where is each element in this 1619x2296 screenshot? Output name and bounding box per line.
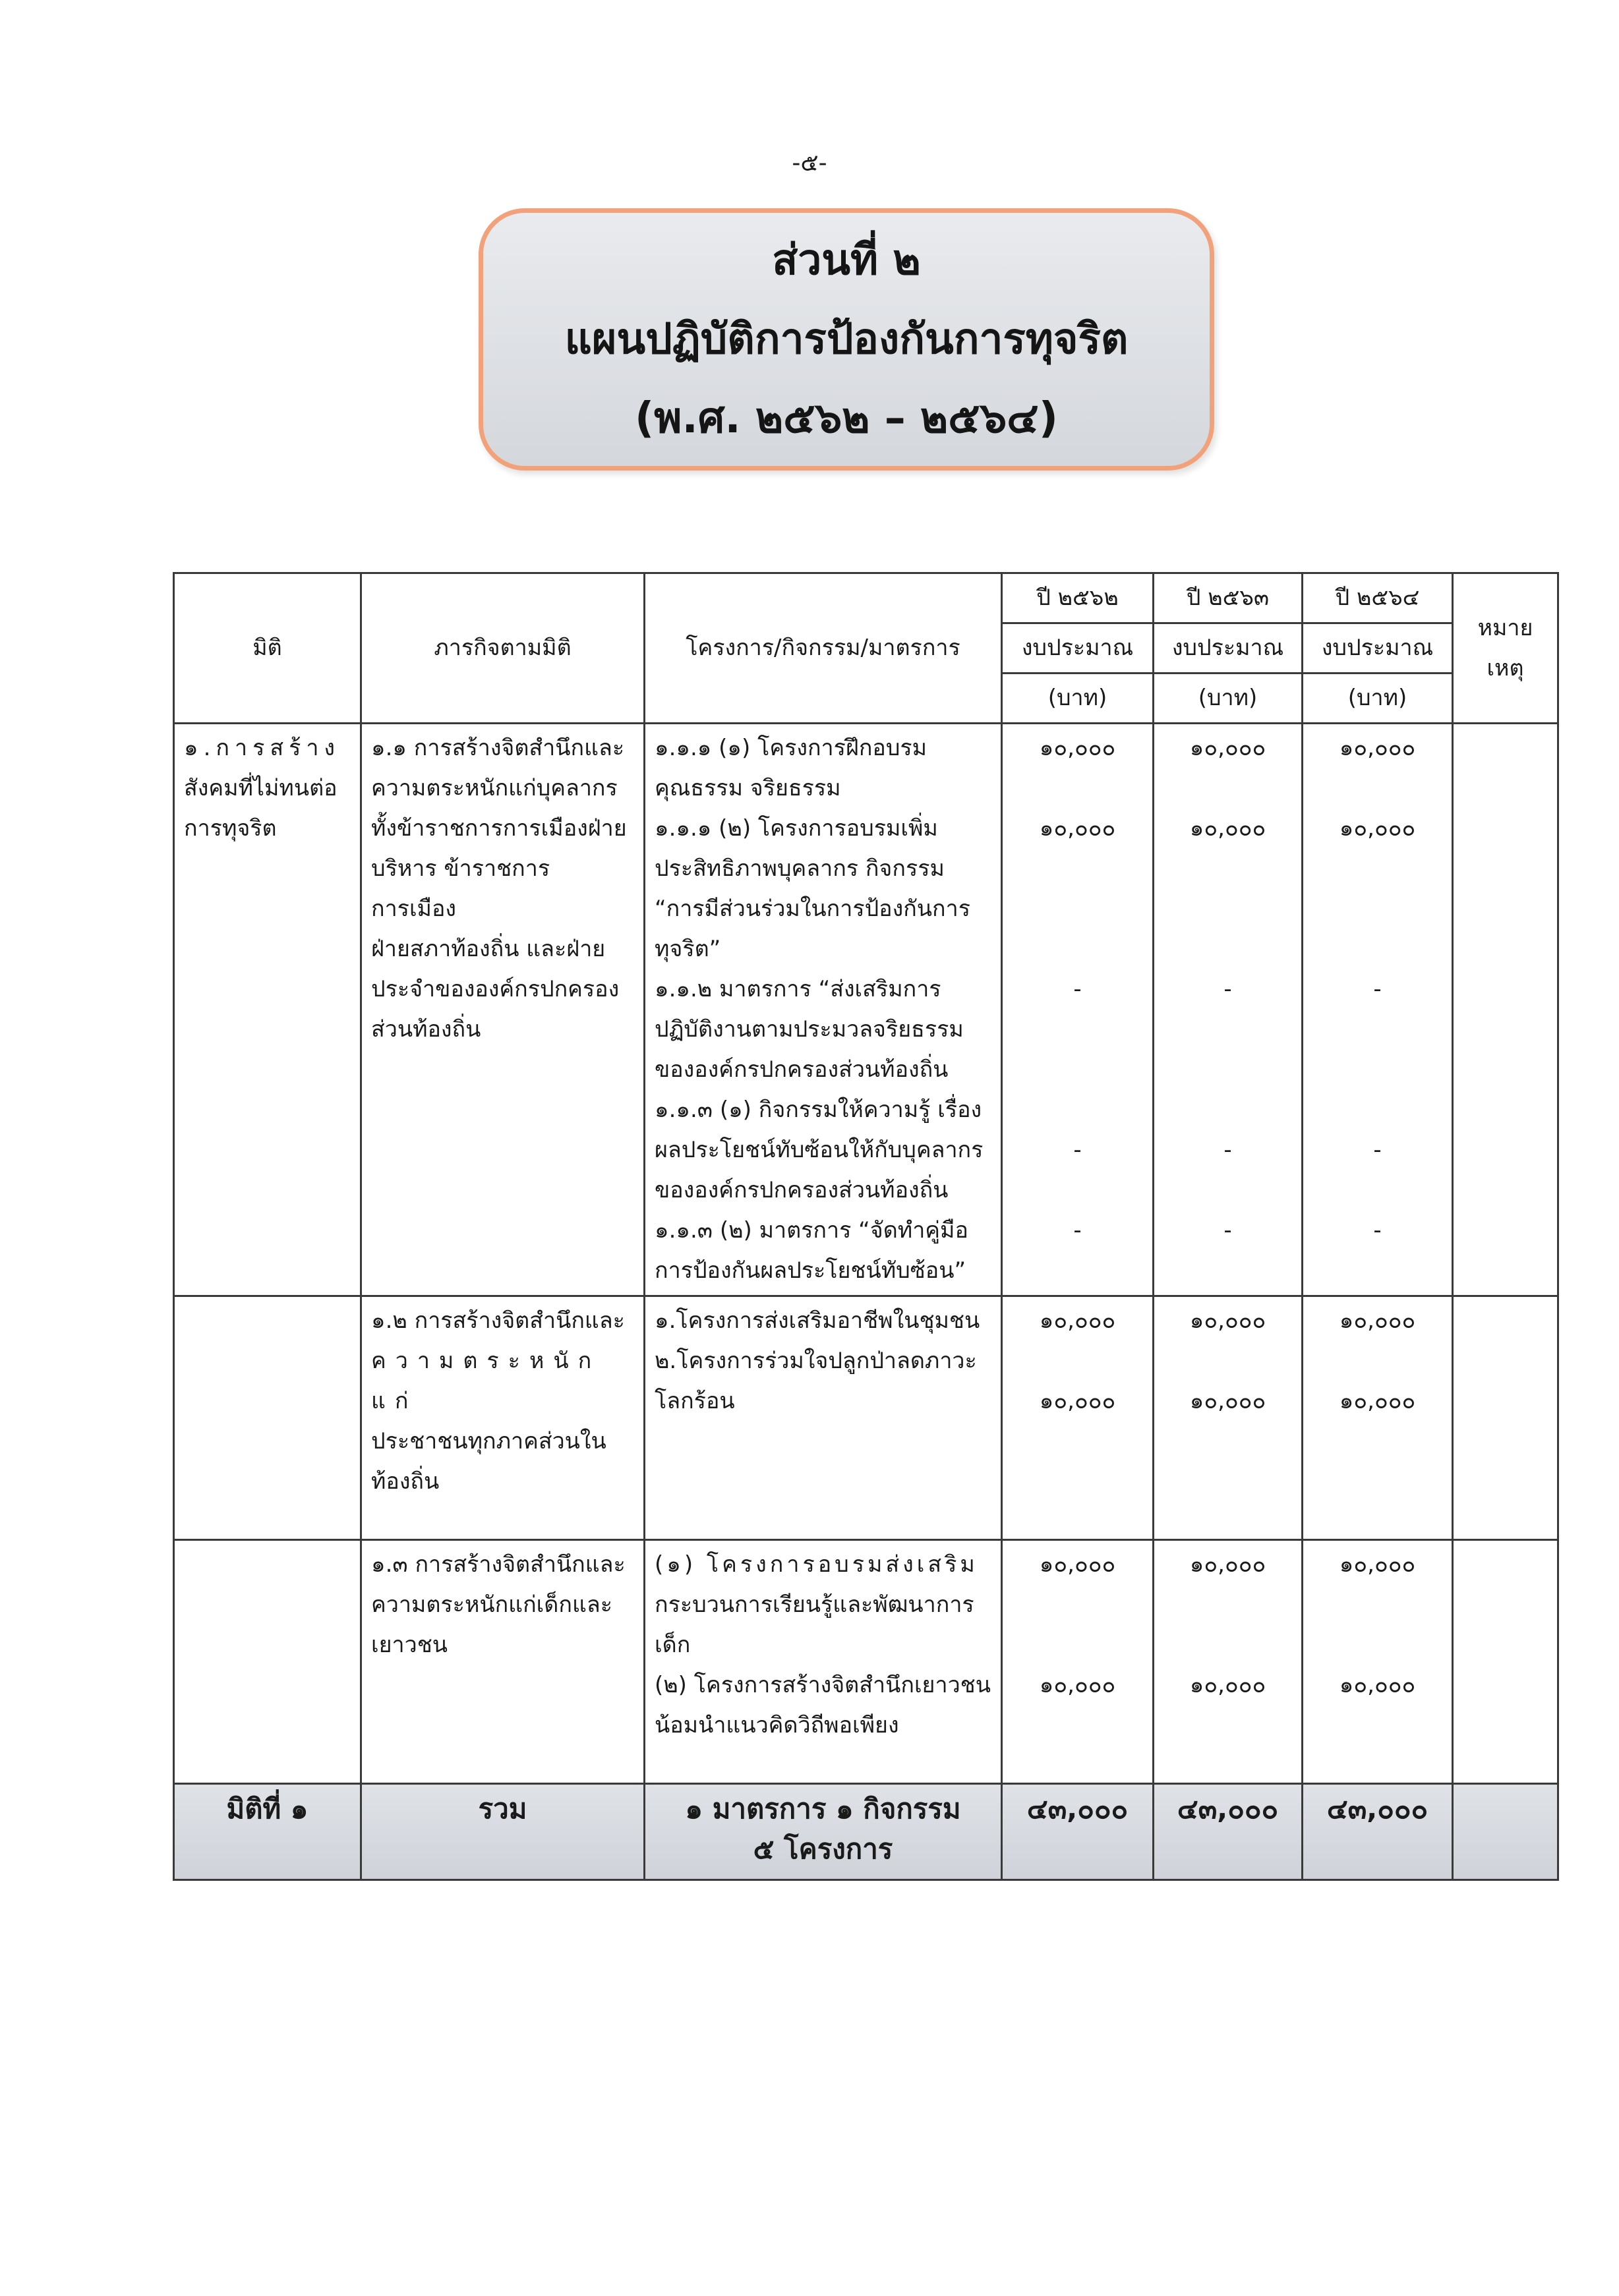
anti-corruption-plan-table	[173, 572, 1559, 1881]
plan-title: แผนปฏิบัติการป้องกันการทุจริต	[564, 315, 1129, 364]
mission-line: ๑.๓ การสร้างจิตสำนึกและ	[371, 1551, 626, 1578]
budget-2564-cell	[1303, 1540, 1453, 1784]
dimension-cell	[174, 1296, 361, 1540]
project-line: คุณธรรม จริยธรรม	[655, 775, 841, 801]
budget-value: ๑๐,๐๐๐	[1189, 815, 1266, 842]
table-row	[174, 724, 1558, 1296]
budget-value: -	[1223, 1217, 1232, 1244]
budget-value: ๑๐,๐๐๐	[1339, 1388, 1416, 1414]
budget-value: ๑๐,๐๐๐	[1339, 1551, 1416, 1578]
budget-2564-cell	[1303, 1296, 1453, 1540]
project-item	[655, 1090, 991, 1211]
project-item	[655, 1545, 991, 1665]
plan-period: (พ.ศ. ๒๕๖๒ – ๒๕๖๔)	[635, 394, 1058, 443]
budget-value: ๑๐,๐๐๐	[1339, 1672, 1416, 1698]
project-line: ๑.๑.๑ (๒) โครงการอบรมเพิ่ม	[655, 815, 938, 842]
budget-value: ๑๐,๐๐๐	[1339, 815, 1416, 842]
project-item	[655, 969, 991, 1090]
remark-cell	[1453, 1296, 1558, 1540]
dimension-line: การทุจริต	[184, 815, 277, 842]
budget-value: -	[1073, 976, 1082, 1002]
dimension-cell	[174, 1540, 361, 1784]
dimension-line: ๑.การสร้าง	[184, 735, 341, 761]
project-line: “การมีส่วนร่วมในการป้องกันการ	[655, 896, 970, 922]
project-line: ทุจริต”	[655, 936, 721, 962]
project-cell	[645, 1540, 1002, 1784]
total-2563: ๔๓,๐๐๐	[1154, 1784, 1303, 1880]
total-remark	[1453, 1784, 1558, 1880]
budget-value: ๑๐,๐๐๐	[1189, 1388, 1266, 1414]
project-line: ๒.โครงการร่วมใจปลูกป่าลดภาวะ	[655, 1348, 977, 1374]
project-item	[655, 1301, 991, 1341]
header-dimension: มิติ	[174, 573, 361, 724]
header-unit-2564: (บาท)	[1303, 674, 1453, 724]
header-budget-2564: งบประมาณ	[1303, 623, 1453, 674]
remark-cell	[1453, 1540, 1558, 1784]
header-remark-line2: เหตุ	[1487, 654, 1524, 681]
budget-value: -	[1073, 1137, 1082, 1163]
header-mission: ภารกิจตามมิติ	[361, 573, 645, 724]
dimension-cell	[174, 724, 361, 1296]
budget-2564-cell	[1303, 724, 1453, 1296]
total-dimension-label: มิติที่ ๑	[174, 1784, 361, 1880]
table-row	[174, 1540, 1558, 1784]
header-year-2562: ปี ๒๕๖๒	[1002, 573, 1154, 623]
mission-line: บริหาร ข้าราชการการเมือง	[371, 855, 550, 922]
total-summary-line1: ๑ มาตรการ ๑ กิจกรรม	[685, 1793, 961, 1825]
budget-2563-cell	[1154, 1296, 1303, 1540]
budget-value: ๑๐,๐๐๐	[1189, 1551, 1266, 1578]
project-line: ๑.๑.๑ (๑) โครงการฝึกอบรม	[655, 735, 927, 761]
project-line: กระบวนการเรียนรู้และพัฒนาการ	[655, 1592, 974, 1618]
mission-line: ท้องถิ่น	[371, 1468, 440, 1495]
budget-2562-cell	[1002, 1540, 1154, 1784]
project-item	[655, 1665, 991, 1746]
mission-line: เยาวชน	[371, 1632, 448, 1658]
mission-line: ๑.๒ การสร้างจิตสำนึกและ	[371, 1307, 625, 1334]
header-budget-2563: งบประมาณ	[1154, 623, 1303, 674]
section-title-box	[479, 208, 1214, 471]
section-title: ส่วนที่ ๒	[772, 236, 921, 285]
budget-value: ๑๐,๐๐๐	[1339, 1307, 1416, 1334]
budget-value: ๑๐,๐๐๐	[1039, 735, 1116, 761]
header-year-2564: ปี ๒๕๖๔	[1303, 573, 1453, 623]
mission-cell	[361, 1540, 645, 1784]
budget-value: ๑๐,๐๐๐	[1189, 1672, 1266, 1698]
project-line: ขององค์กรปกครองส่วนท้องถิ่น	[655, 1177, 949, 1203]
project-line: ขององค์กรปกครองส่วนท้องถิ่น	[655, 1056, 949, 1083]
project-line: ประสิทธิภาพบุคลากร กิจกรรม	[655, 855, 945, 882]
header-project: โครงการ/กิจกรรม/มาตรการ	[645, 573, 1002, 724]
project-line: (๒) โครงการสร้างจิตสำนึกเยาวชน	[655, 1672, 991, 1698]
project-item	[655, 728, 991, 809]
budget-value: -	[1373, 976, 1382, 1002]
project-line: ๑.๑.๓ (๒) มาตรการ “จัดทำคู่มือ	[655, 1217, 968, 1244]
header-unit-2563: (บาท)	[1154, 674, 1303, 724]
budget-value: -	[1373, 1217, 1382, 1244]
header-remark-line1: หมาย	[1477, 614, 1533, 641]
budget-value: ๑๐,๐๐๐	[1189, 1307, 1266, 1334]
budget-2562-cell	[1002, 1296, 1154, 1540]
project-cell	[645, 724, 1002, 1296]
total-summary-line2: ๕ โครงการ	[753, 1833, 893, 1865]
mission-line: ทั้งข้าราชการการเมืองฝ่าย	[371, 815, 627, 842]
mission-line: ๑.๑ การสร้างจิตสำนึกและ	[371, 735, 625, 761]
budget-value: -	[1373, 1137, 1382, 1163]
mission-line: ส่วนท้องถิ่น	[371, 1016, 481, 1043]
project-line: ปฏิบัติงานตามประมวลจริยธรรม	[655, 1016, 964, 1043]
total-summary	[645, 1784, 1002, 1880]
budget-value: -	[1223, 976, 1232, 1002]
total-2562: ๔๓,๐๐๐	[1002, 1784, 1154, 1880]
mission-cell	[361, 1296, 645, 1540]
header-year-2563: ปี ๒๕๖๓	[1154, 573, 1303, 623]
project-line: ๑.๑.๒ มาตรการ “ส่งเสริมการ	[655, 976, 941, 1002]
total-sum-label: รวม	[361, 1784, 645, 1880]
mission-line: ความตระหนักแก่	[371, 1348, 601, 1414]
budget-value: ๑๐,๐๐๐	[1039, 1551, 1116, 1578]
mission-line: ประจำขององค์กรปกครอง	[371, 976, 620, 1002]
project-cell	[645, 1296, 1002, 1540]
budget-2563-cell	[1154, 724, 1303, 1296]
dimension-line: สังคมที่ไม่ทนต่อ	[184, 775, 338, 801]
mission-line: ความตระหนักแก่เด็กและ	[371, 1592, 612, 1618]
project-line: ๑.โครงการส่งเสริมอาชีพในชุมชน	[655, 1307, 980, 1334]
mission-cell	[361, 724, 645, 1296]
total-2564: ๔๓,๐๐๐	[1303, 1784, 1453, 1880]
project-item	[655, 1341, 991, 1421]
budget-value: ๑๐,๐๐๐	[1039, 1672, 1116, 1698]
mission-line: ความตระหนักแก่บุคลากร	[371, 775, 618, 801]
budget-value: -	[1073, 1217, 1082, 1244]
mission-line: ประชาชนทุกภาคส่วนใน	[371, 1428, 606, 1454]
project-line: ผลประโยชน์ทับซ้อนให้กับบุคลากร	[655, 1137, 984, 1163]
project-line: น้อมนำแนวคิดวิถีพอเพียง	[655, 1712, 899, 1738]
budget-value: -	[1223, 1137, 1232, 1163]
project-line: โลกร้อน	[655, 1388, 735, 1414]
project-line: ๑.๑.๓ (๑) กิจกรรมให้ความรู้ เรื่อง	[655, 1097, 982, 1123]
project-line: เด็ก	[655, 1632, 691, 1658]
project-item	[655, 809, 991, 969]
header-budget-2562: งบประมาณ	[1002, 623, 1154, 674]
total-row	[174, 1784, 1558, 1880]
budget-value: ๑๐,๐๐๐	[1039, 815, 1116, 842]
table-row	[174, 1296, 1558, 1540]
budget-value: ๑๐,๐๐๐	[1039, 1388, 1116, 1414]
header-unit-2562: (บาท)	[1002, 674, 1154, 724]
mission-line: ฝ่ายสภาท้องถิ่น และฝ่าย	[371, 936, 606, 962]
page-number: -๕-	[792, 150, 827, 177]
project-line: การป้องกันผลประโยชน์ทับซ้อน”	[655, 1257, 966, 1284]
remark-cell	[1453, 724, 1558, 1296]
project-item	[655, 1211, 991, 1291]
budget-value: ๑๐,๐๐๐	[1189, 735, 1266, 761]
budget-2562-cell	[1002, 724, 1154, 1296]
header-remark	[1453, 573, 1558, 724]
budget-value: ๑๐,๐๐๐	[1339, 735, 1416, 761]
project-line: (๑) โครงการอบรมส่งเสริม	[655, 1551, 978, 1578]
budget-2563-cell	[1154, 1540, 1303, 1784]
budget-value: ๑๐,๐๐๐	[1039, 1307, 1116, 1334]
